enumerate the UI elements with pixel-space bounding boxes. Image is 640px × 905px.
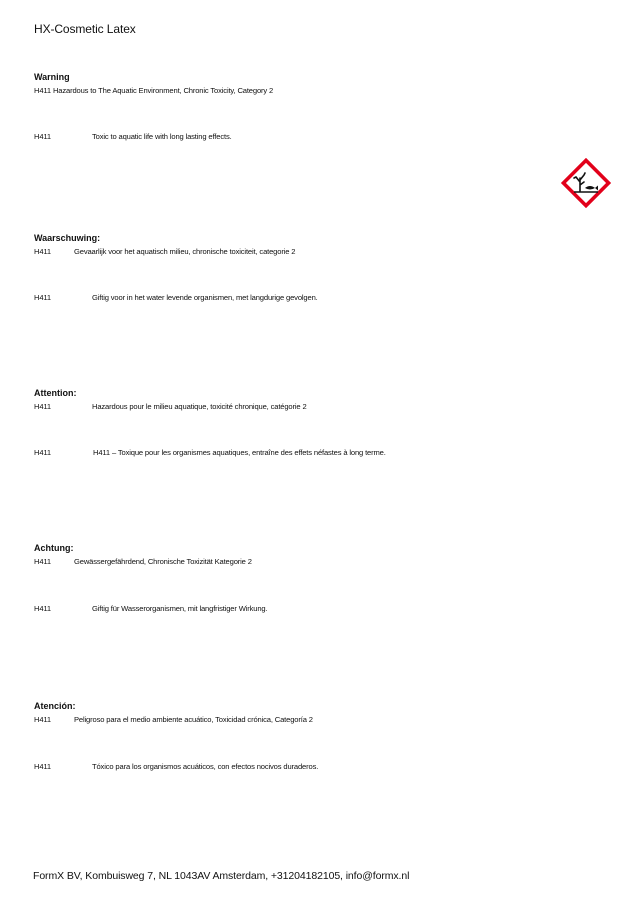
environment-hazard-icon xyxy=(561,158,611,208)
class-code-fr: H411 xyxy=(34,402,51,411)
statement-text-fr: H411 – Toxique pour les organismes aquatiques, entraîne des effets néfastes à long terme. xyxy=(93,448,386,457)
class-code-de: H411 xyxy=(34,557,51,566)
class-text-es: Peligroso para el medio ambiente acuático, Toxicidad crónica, Categoría 2 xyxy=(74,715,313,724)
class-text-de: Gewässergefährdend, Chronische Toxizität Kategorie 2 xyxy=(74,557,252,566)
statement-text-es: Tóxico para los organismos acuáticos, con efectos nocivos duraderos. xyxy=(92,762,319,771)
statement-text-nl: Giftig voor in het water levende organismen, met langdurige gevolgen. xyxy=(92,293,318,302)
statement-code-de: H411 xyxy=(34,604,51,613)
statement-code-en: H411 xyxy=(34,132,51,141)
footer-contact: FormX BV, Kombuisweg 7, NL 1043AV Amsterdam, +31204182105, info@formx.nl xyxy=(33,870,410,882)
section-heading-es: Atención: xyxy=(34,701,76,711)
class-text-fr: Hazardous pour le milieu aquatique, toxicité chronique, catégorie 2 xyxy=(92,402,307,411)
statement-code-nl: H411 xyxy=(34,293,51,302)
statement-text-en: Toxic to aquatic life with long lasting effects. xyxy=(92,132,232,141)
class-text-nl: Gevaarlijk voor het aquatisch milieu, chronische toxiciteit, categorie 2 xyxy=(74,247,296,256)
document-title: HX-Cosmetic Latex xyxy=(34,22,136,36)
statement-code-es: H411 xyxy=(34,762,51,771)
section-heading-nl: Waarschuwing: xyxy=(34,233,101,243)
statement-text-de: Giftig für Wasserorganismen, mit langfristiger Wirkung. xyxy=(92,604,268,613)
class-code-nl: H411 xyxy=(34,247,51,256)
class-code-es: H411 xyxy=(34,715,51,724)
classification-en: H411 Hazardous to The Aquatic Environment, Chronic Toxicity, Category 2 xyxy=(34,86,274,95)
section-heading-de: Achtung: xyxy=(34,543,74,553)
section-heading-en: Warning xyxy=(34,72,70,82)
statement-code-fr: H411 xyxy=(34,448,51,457)
section-heading-fr: Attention: xyxy=(34,388,77,398)
